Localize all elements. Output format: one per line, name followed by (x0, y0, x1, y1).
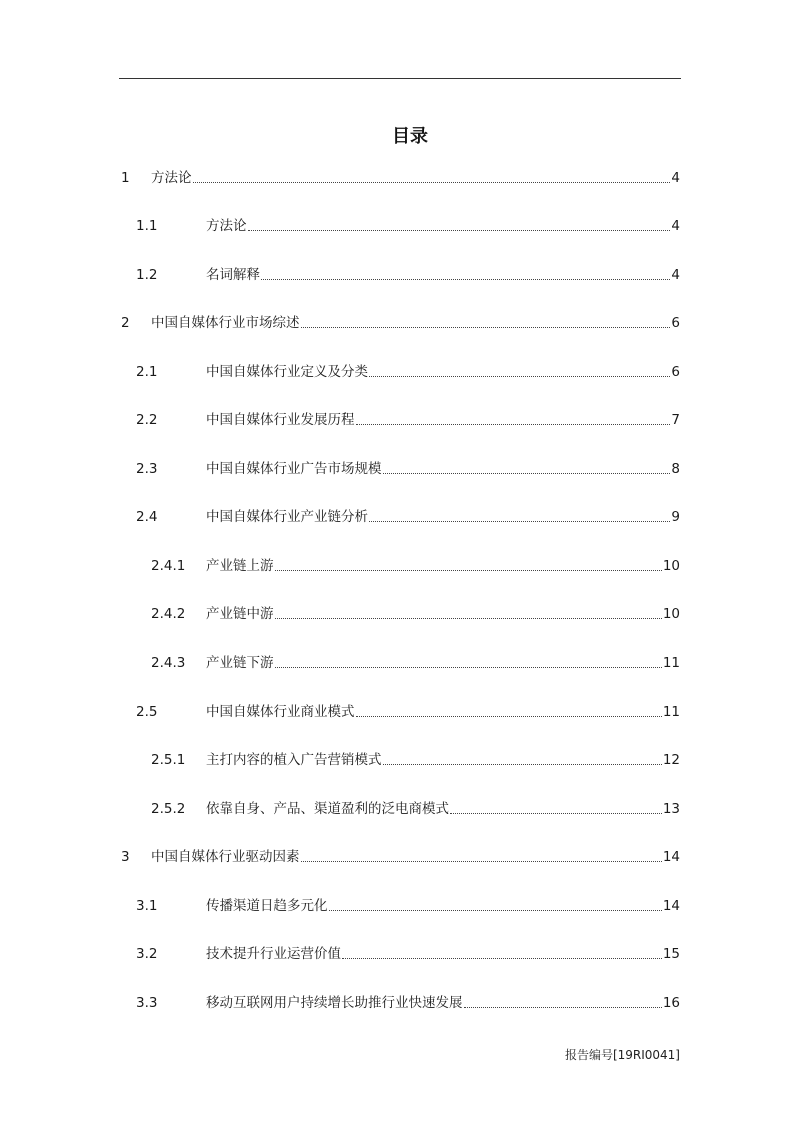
toc-entry-page: 11 (662, 704, 680, 720)
toc-entry-number: 2.5.1 (151, 752, 186, 768)
toc-entry-2-1[interactable] (136, 362, 680, 382)
toc-entry-page: 13 (662, 801, 680, 817)
toc-leader-dots (369, 376, 670, 377)
header-rule (119, 78, 681, 79)
toc-entry-label: 名词解释 (206, 267, 260, 283)
toc-entry-label: 依靠自身、产品、渠道盈利的泛电商模式 (206, 801, 449, 817)
toc-entry-page: 10 (662, 606, 680, 622)
toc-entry-label: 产业链中游 (206, 606, 274, 622)
toc-entry-page: 15 (662, 946, 680, 962)
toc-leader-dots (356, 716, 662, 717)
toc-entry-label: 中国自媒体行业市场综述 (151, 315, 300, 331)
toc-leader-dots (383, 473, 671, 474)
toc-leader-dots (275, 618, 662, 619)
toc-entry-3[interactable] (121, 847, 680, 867)
toc-entry-label: 中国自媒体行业定义及分类 (206, 364, 368, 380)
toc-entry-1[interactable] (121, 168, 680, 188)
toc-leader-dots (329, 910, 662, 911)
toc-entry-label: 中国自媒体行业发展历程 (206, 412, 355, 428)
toc-leader-dots (275, 667, 662, 668)
toc-entry-label: 方法论 (151, 170, 192, 186)
toc-entry-label: 中国自媒体行业商业模式 (206, 704, 355, 720)
toc-entry-page: 4 (671, 267, 680, 283)
toc-entry-2-3[interactable] (136, 459, 680, 479)
toc-entry-label: 中国自媒体行业广告市场规模 (206, 461, 382, 477)
toc-entry-2-5[interactable] (136, 702, 680, 722)
toc-entry-page: 16 (662, 995, 680, 1011)
toc-entry-page: 6 (671, 315, 680, 331)
toc-entry-number: 2.3 (136, 461, 158, 477)
toc-entry-number: 3.3 (136, 995, 158, 1011)
toc-entry-label: 中国自媒体行业产业链分析 (206, 509, 368, 525)
toc-leader-dots (193, 182, 671, 183)
toc-entry-2[interactable] (121, 313, 680, 333)
toc-entry-page: 12 (662, 752, 680, 768)
toc-entry-number: 3 (121, 849, 130, 865)
toc-entry-page: 8 (671, 461, 680, 477)
toc-entry-label: 中国自媒体行业驱动因素 (151, 849, 300, 865)
toc-title: 目录 (392, 126, 428, 147)
toc-entry-page: 7 (671, 412, 680, 428)
toc-leader-dots (301, 861, 662, 862)
toc-entry-2-4-2[interactable] (151, 604, 680, 624)
toc-entry-2-5-2[interactable] (151, 799, 680, 819)
toc-entry-page: 14 (662, 898, 680, 914)
toc-entry-number: 3.2 (136, 946, 158, 962)
toc-leader-dots (369, 521, 670, 522)
toc-entry-3-2[interactable] (136, 944, 680, 964)
toc-entry-page: 10 (662, 558, 680, 574)
toc-leader-dots (356, 424, 671, 425)
toc-leader-dots (301, 327, 671, 328)
toc-leader-dots (464, 1007, 662, 1008)
toc-entry-number: 2.4.1 (151, 558, 186, 574)
toc-entry-number: 2.2 (136, 412, 158, 428)
toc-entry-label: 方法论 (206, 218, 247, 234)
toc-entry-label: 产业链下游 (206, 655, 274, 671)
toc-entry-number: 1 (121, 170, 130, 186)
toc-entry-page: 6 (671, 364, 680, 380)
toc-entry-3-3[interactable] (136, 993, 680, 1013)
toc-entry-label: 传播渠道日趋多元化 (206, 898, 328, 914)
toc-entry-1-2[interactable] (136, 265, 680, 285)
toc-entry-page: 9 (671, 509, 680, 525)
toc-entry-label: 技术提升行业运营价值 (206, 946, 341, 962)
report-number: 报告编号[19RI0041] (564, 1048, 680, 1062)
toc-leader-dots (342, 958, 662, 959)
toc-entry-label: 移动互联网用户持续增长助推行业快速发展 (206, 995, 463, 1011)
toc-entry-page: 4 (671, 170, 680, 186)
toc-leader-dots (450, 813, 662, 814)
toc-entry-label: 产业链上游 (206, 558, 274, 574)
toc-entry-page: 14 (662, 849, 680, 865)
toc-entry-page: 4 (671, 218, 680, 234)
toc-entry-2-4[interactable] (136, 507, 680, 527)
toc-entry-2-5-1[interactable] (151, 750, 680, 770)
toc-entry-number: 2.5 (136, 704, 158, 720)
toc-entry-number: 1.1 (136, 218, 158, 234)
toc-entry-number: 1.2 (136, 267, 158, 283)
toc-entry-1-1[interactable] (136, 216, 680, 236)
toc-entry-number: 2.4.3 (151, 655, 186, 671)
toc-entry-number: 3.1 (136, 898, 158, 914)
toc-entry-number: 2.1 (136, 364, 158, 380)
toc-entry-number: 2.4 (136, 509, 158, 525)
toc-leader-dots (248, 230, 671, 231)
toc-entry-label: 主打内容的植入广告营销模式 (206, 752, 382, 768)
toc-leader-dots (383, 764, 662, 765)
toc-leader-dots (261, 279, 670, 280)
toc-entry-page: 11 (662, 655, 680, 671)
toc-entry-3-1[interactable] (136, 896, 680, 916)
toc-entry-2-4-3[interactable] (151, 653, 680, 673)
toc-entry-number: 2.5.2 (151, 801, 186, 817)
toc-entry-2-4-1[interactable] (151, 556, 680, 576)
toc-entry-number: 2 (121, 315, 130, 331)
toc-leader-dots (275, 570, 662, 571)
toc-entry-2-2[interactable] (136, 410, 680, 430)
toc-entry-number: 2.4.2 (151, 606, 186, 622)
